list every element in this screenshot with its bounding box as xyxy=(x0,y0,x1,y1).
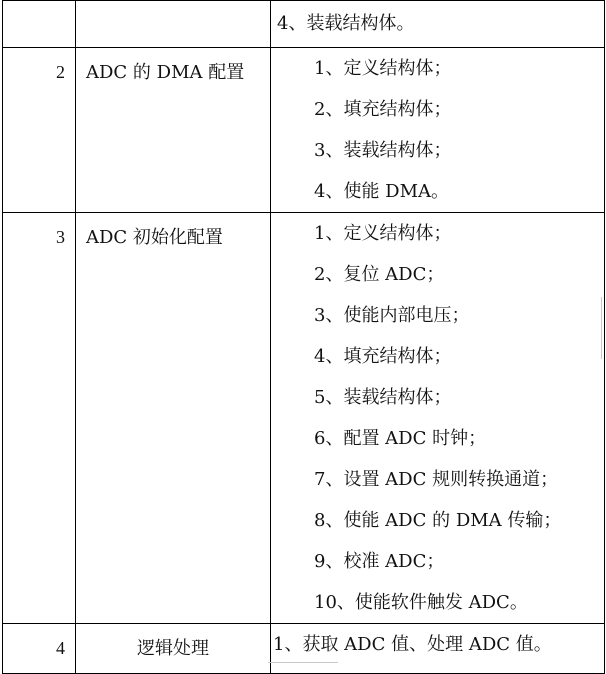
step-text: 4、使能 DMA。 xyxy=(314,181,450,202)
page-edge-marker xyxy=(601,297,602,359)
row-name-cell xyxy=(76,1,271,48)
step-text: 4、填充结构体； xyxy=(314,346,452,367)
table-row xyxy=(3,624,605,674)
step-text: 1、定义结构体； xyxy=(314,223,452,244)
table-row xyxy=(3,213,605,624)
row-steps-cell xyxy=(271,624,605,674)
step-text: 5、装载结构体； xyxy=(314,387,452,408)
table-row xyxy=(3,48,605,213)
page-edge-marker xyxy=(268,662,338,663)
step-text: 3、使能内部电压； xyxy=(314,305,470,326)
row-name-cell: ADC 初始化配置 xyxy=(76,213,271,624)
row-steps-cell xyxy=(271,48,605,213)
step-text: 2、复位 ADC； xyxy=(314,264,445,285)
step-text: 7、设置 ADC 规则转换通道； xyxy=(314,469,559,490)
step-text: 3、装载结构体； xyxy=(314,140,452,161)
step-text: 6、配置 ADC 时钟； xyxy=(314,428,487,449)
row-steps-cell xyxy=(271,213,605,624)
table-row xyxy=(3,1,605,48)
step-text: 8、使能 ADC 的 DMA 传输； xyxy=(314,510,562,531)
row-number-cell: 2 xyxy=(3,48,76,213)
step-text: 4、装载结构体。 xyxy=(277,13,415,34)
row-name-cell: 逻辑处理 xyxy=(76,624,271,674)
row-steps-cell xyxy=(271,1,605,48)
row-number-cell: 4 xyxy=(3,624,76,674)
procedure-table xyxy=(2,0,605,674)
step-text: 10、使能软件触发 ADC。 xyxy=(314,592,528,613)
row-name-cell: ADC 的 DMA 配置 xyxy=(76,48,271,213)
step-text: 2、填充结构体； xyxy=(314,99,452,120)
row-number-cell xyxy=(3,1,76,48)
step-text: 1、定义结构体； xyxy=(314,58,452,79)
step-text: 9、校准 ADC； xyxy=(314,551,445,572)
row-number-cell: 3 xyxy=(3,213,76,624)
step-text: 1、获取 ADC 值、处理 ADC 值。 xyxy=(273,634,552,655)
